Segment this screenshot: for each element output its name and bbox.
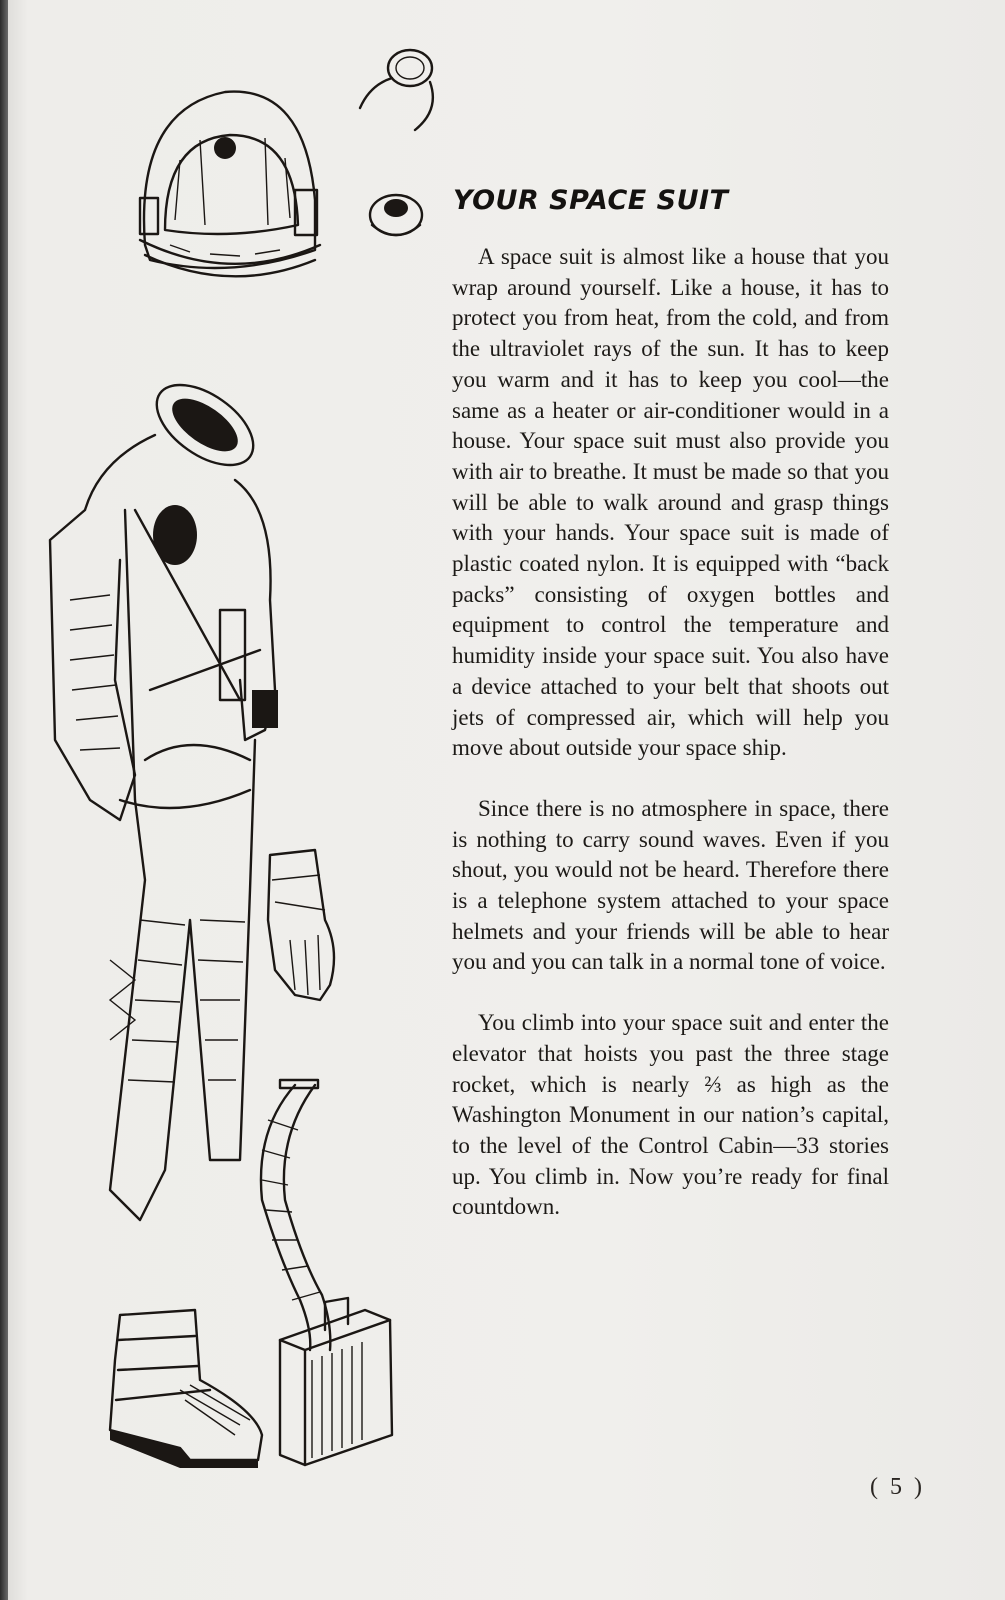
pressure-suit-icon — [50, 369, 278, 1220]
neck-ring-icon — [360, 50, 433, 130]
page-number: ( 5 ) — [870, 1474, 925, 1500]
paragraph: You climb into your space suit and enter the elevator that hoists you past the three stage rocket, which is nearly ⅔ as high as the Washington Monument in our nation’s capital, to the level of the Control Cabin—33 stories up. You climb in. Now you’re ready for final countdown. — [452, 1010, 889, 1220]
article-body — [452, 242, 889, 1253]
ventilation-unit-icon — [280, 1298, 392, 1465]
glove-icon — [268, 850, 334, 1000]
paragraph: A space suit is almost like a house that you wrap around yourself. Like a house, it has to protect you from heat, from the cold, and from the ultraviolet rays of the sun. It has to keep you warm and it has to keep you cool—the same as a heater or air-conditioner would in a house. Your space suit must also provide you with air to breathe. It must be made so that you will be able to walk around and grasp things with your hands. Your space suit is made of plastic coated nylon. It is equipped with “back packs” consisting of oxygen bottles and equipment to control the temperature and humidity inside your space suit. You also have a device attached to your belt that shoots out jets of compressed air, which will help you move about outside your space ship. — [452, 244, 889, 761]
page-title: YOUR SPACE SUIT — [453, 185, 729, 216]
air-hose-icon — [261, 1080, 330, 1350]
helmet-icon — [140, 92, 320, 277]
space-suit-illustration — [40, 40, 460, 1520]
boot-icon — [110, 1310, 262, 1468]
page-binding-edge — [0, 0, 8, 1600]
paragraph: Since there is no atmosphere in space, there is nothing to carry sound waves. Even if you shout, you would not be heard. Therefore there is a telephone system attached to your space helmets and your friends will be able to hear you and you can talk in a normal tone of voice. — [452, 795, 889, 975]
microphone-icon — [370, 195, 422, 235]
